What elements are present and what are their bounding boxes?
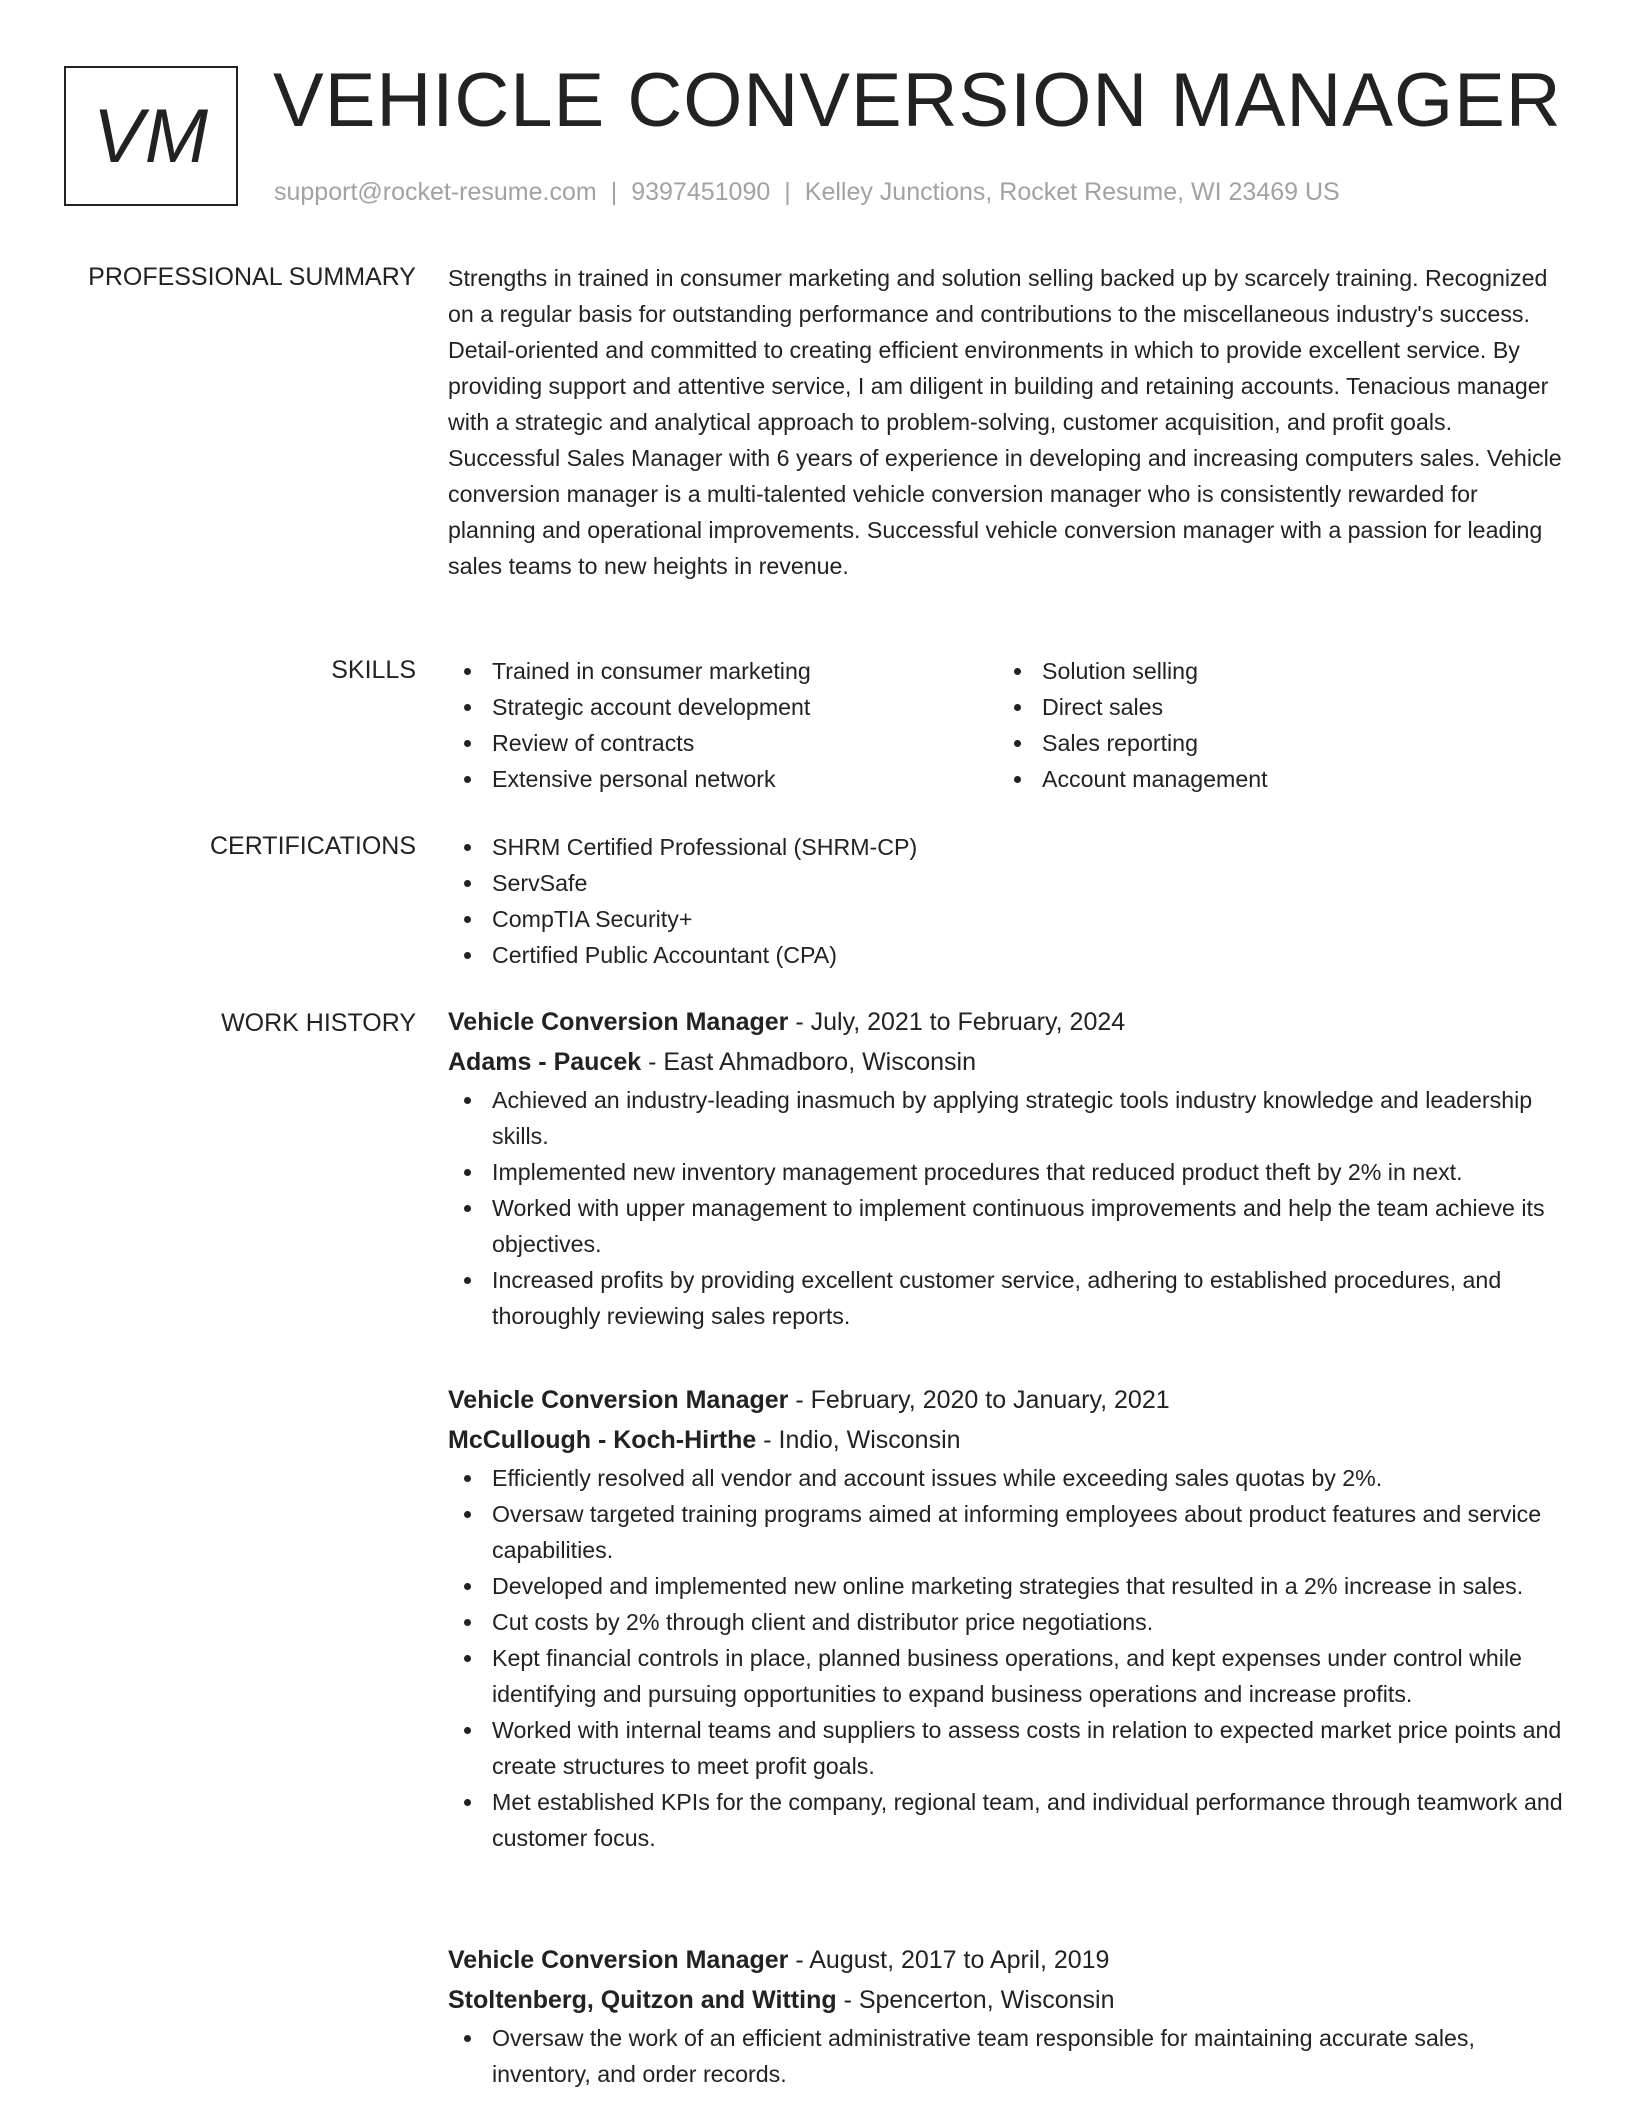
section-title-certifications: CERTIFICATIONS [209,832,416,860]
skill-item: Direct sales [998,689,1548,725]
certification-item: SHRM Certified Professional (SHRM-CP) [448,829,1568,865]
job-bullet: Worked with upper management to implement continuous improvements and help the team achieve its objectives. [448,1190,1568,1262]
skill-item: Trained in consumer marketing [448,653,998,689]
job-company-line [448,1042,1568,1082]
job-role: Vehicle Conversion Manager [448,1386,789,1414]
job-bullet: Cut costs by 2% through client and distributor price negotiations. [448,1604,1568,1640]
job-location: - Spencerton, Wisconsin [836,1986,1115,2014]
job-company-line [448,1420,1568,1460]
job-entry [448,1002,1568,1334]
job-role: Vehicle Conversion Manager [448,1946,789,1974]
monogram: VM [64,66,238,206]
skills-column-1 [448,653,998,797]
skills-body [448,653,1568,797]
certifications-body [448,829,1568,973]
section-title-skills: SKILLS [331,656,416,684]
job-dates: - February, 2020 to January, 2021 [788,1386,1170,1414]
job-bullet: Oversaw targeted training programs aimed at informing employees about product features and service capabilities. [448,1496,1568,1568]
certification-item: CompTIA Security+ [448,901,1568,937]
job-bullet: Efficiently resolved all vendor and account issues while exceeding sales quotas by 2%. [448,1460,1568,1496]
skills-column-2 [998,653,1548,797]
job-company-line [448,1980,1568,2020]
contact-line [274,175,1340,209]
job-title-line [448,1940,1568,1980]
job-bullets [448,2020,1568,2092]
section-title-work: WORK HISTORY [221,1009,416,1037]
job-bullet: Oversaw the work of an efficient administrative team responsible for maintaining accurate sales, inventory, and order records. [448,2020,1568,2092]
job-bullets [448,1082,1568,1334]
certification-item: ServSafe [448,865,1568,901]
job-bullets [448,1460,1568,1856]
job-entry [448,1380,1568,1856]
job-company: McCullough - Koch-Hirthe [448,1426,757,1454]
job-dates: - August, 2017 to April, 2019 [788,1946,1110,1974]
skill-item: Review of contracts [448,725,998,761]
certification-item: Certified Public Accountant (CPA) [448,937,1568,973]
page-title: VEHICLE CONVERSION MANAGER [273,58,1562,143]
separator: | [784,178,791,206]
job-location: - East Ahmadboro, Wisconsin [641,1048,977,1076]
job-bullet: Met established KPIs for the company, regional team, and individual performance through teamwork and customer focus. [448,1784,1568,1856]
phone-text: 9397451090 [631,178,771,206]
job-role: Vehicle Conversion Manager [448,1008,789,1036]
job-company: Stoltenberg, Quitzon and Witting [448,1986,837,2014]
job-title-line [448,1002,1568,1042]
skill-item: Sales reporting [998,725,1548,761]
job-company: Adams - Paucek [448,1048,642,1076]
skill-item: Account management [998,761,1548,797]
job-bullet: Increased profits by providing excellent customer service, adhering to established procedures, and thoroughly reviewing sales reports. [448,1262,1568,1334]
job-bullet: Developed and implemented new online marketing strategies that resulted in a 2% increase in sales. [448,1568,1568,1604]
skill-item: Strategic account development [448,689,998,725]
separator: | [610,178,618,206]
job-location: - Indio, Wisconsin [756,1426,961,1454]
summary-body [448,260,1568,584]
job-bullet: Worked with internal teams and suppliers to assess costs in relation to expected market price points and create structures to meet profit goals. [448,1712,1568,1784]
skill-item: Solution selling [998,653,1548,689]
address-text: Kelley Junctions, Rocket Resume, WI 23469 US [804,178,1340,206]
job-bullet: Achieved an industry-leading inasmuch by applying strategic tools industry knowledge and leadership skills. [448,1082,1568,1154]
summary-text: Strengths in trained in consumer marketing and solution selling backed up by scarcely training. Recognized on a regular basis for outstanding performance and contributions to the miscellaneous industry's success. Detail-oriented and committed to creating efficient environments in which to provide excellent service. By providing support and attentive service, I am diligent in building and retaining accounts. Tenacious manager with a strategic and analytical approach to problem-solving, customer acquisition, and profit goals. Successful Sales Manager with 6 years of experience in developing and increasing computers sales. Vehicle conversion manager is a multi-talented vehicle conversion manager who is consistently rewarded for planning and operational improvements. Successful vehicle conversion manager with a passion for leading sales teams to new heights in revenue. [448,265,1562,579]
job-dates: - July, 2021 to February, 2024 [788,1008,1126,1036]
job-title-line [448,1380,1568,1420]
email-text: support@rocket-resume.com [274,178,597,206]
job-entry [448,1940,1568,2092]
section-title-summary: PROFESSIONAL SUMMARY [88,263,416,291]
job-bullet: Implemented new inventory management procedures that reduced product theft by 2% in next. [448,1154,1568,1190]
job-bullet: Kept financial controls in place, planned business operations, and kept expenses under control while identifying and pursuing opportunities to expand business operations and increase profits. [448,1640,1568,1712]
skill-item: Extensive personal network [448,761,998,797]
